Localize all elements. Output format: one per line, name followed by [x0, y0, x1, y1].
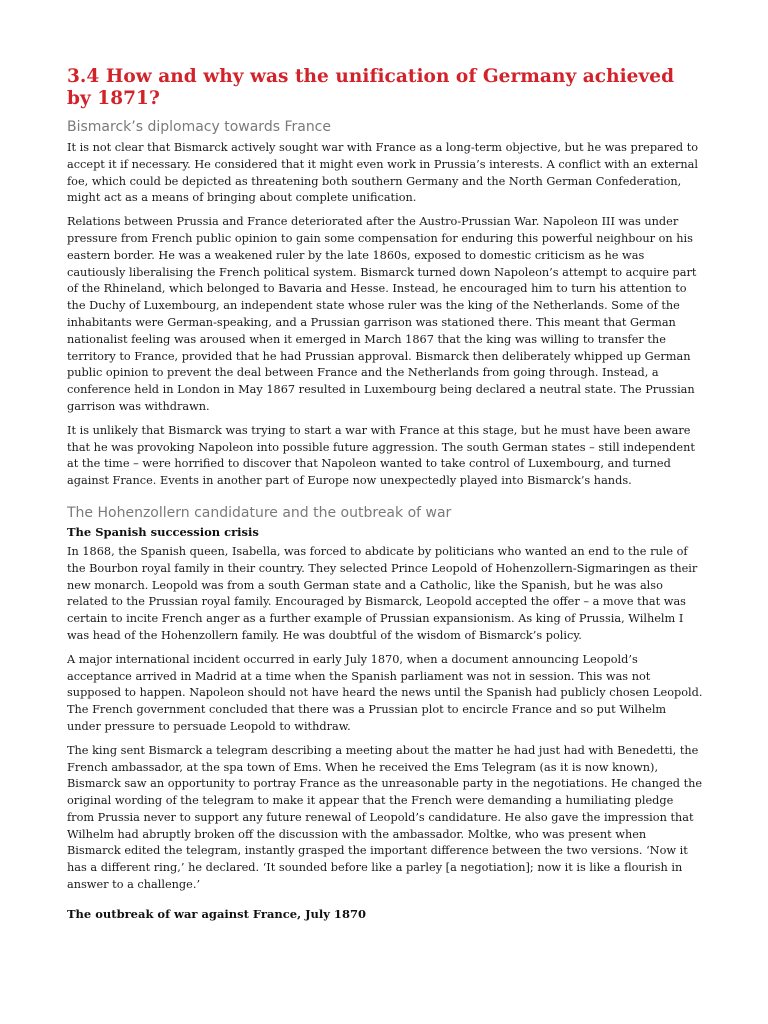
paragraph: The king sent Bismarck a telegram describing a meeting about the matter he had just had with Benedetti, the French ambassador, at the spa town of Ems. When he received the Ems Telegram (as it is now known), Bismarck saw an opportunity to portray France as the unreasonable party in the negotiations. He changed the original wording of the telegram to make it appear that the French were demanding a humiliating pledge from Prussia never to support any future renewal of Leopold’s candidature. He also gave the impression that Wilhelm had abruptly broken off the discussion with the ambassador. Moltke, who was present when Bismarck edited the telegram, instantly grasped the important difference between the two versions. ‘Now it has a different ring,’ he declared. ‘It sounded before like a parley [a negotiation]; now it is like a flourish in answer to a challenge.’ [67, 743, 703, 892]
sub-heading-outbreak-of-war: The outbreak of war against France, July 1870 [67, 906, 366, 921]
document-page [67, 66, 703, 926]
section-heading-hohenzollern: The Hohenzollern candidature and the outbreak of war [67, 504, 452, 521]
paragraph: A major international incident occurred in early July 1870, when a document announcing Leopold’s acceptance arrived in Madrid at a time when the Spanish parliament was not in session. This was not supposed to happen. Napoleon should not have heard the news until the Spanish had publicly chosen Leopold. The French government concluded that there was a Prussian plot to encircle France and so put Wilhelm under pressure to persuade Leopold to withdraw. [67, 652, 703, 733]
paragraph: Relations between Prussia and France deteriorated after the Austro-Prussian War. Napoleon III was under pressure from French public opinion to gain some compensation for enduring this powerful neighbour on his eastern border. He was a weakened ruler by the late 1860s, exposed to domestic criticism as he was cautiously liberalising the French political system. Bismarck turned down Napoleon’s attempt to acquire part of the Rhineland, which belonged to Bavaria and Hesse. Instead, he encouraged him to turn his attention to the Duchy of Luxembourg, an independent state whose ruler was the king of the Netherlands. Some of the inhabitants were German-speaking, and a Prussian garrison was stationed there. This meant that German nationalist feeling was aroused when it emerged in March 1867 that the king was willing to transfer the territory to France, provided that he had Prussian approval. Bismarck then deliberately whipped up German public opinion to prevent the deal between France and the Netherlands from going through. Instead, a conference held in London in May 1867 resulted in Luxembourg being declared a neutral state. The Prussian garrison was withdrawn. [67, 215, 697, 413]
section-heading-diplomacy: Bismarck’s diplomacy towards France [67, 119, 331, 135]
sub-heading-spanish-succession: The Spanish succession crisis [67, 524, 259, 539]
paragraph: In 1868, the Spanish queen, Isabella, was forced to abdicate by politicians who wanted an end to the rule of the Bourbon royal family in their country. They selected Prince Leopold of Hohenzollern-Sigmaringen as their new monarch. Leopold was from a south German state and a Catholic, like the Spanish, but he was also related to the Prussian royal family. Encouraged by Bismarck, Leopold accepted the offer – a move that was certain to incite French anger as a further example of Prussian expansionism. As king of Prussia, Wilhelm I was head of the Hohenzollern family. He was doubtful of the wisdom of Bismarck’s policy. [67, 544, 698, 642]
paragraph: It is not clear that Bismarck actively sought war with France as a long-term objective, but he was prepared to accept it if necessary. He considered that it might even work in Prussia’s interests. A conflict with an external foe, which could be depicted as threatening both southern Germany and the North German Confederation, might act as a means of bringing about complete unification. [67, 141, 699, 205]
page-title: 3.4 How and why was the unification of Germany achieved by 1871? [67, 66, 675, 109]
paragraph: It is unlikely that Bismarck was trying to start a war with France at this stage, but he must have been aware that he was provoking Napoleon into possible future aggression. The south German states – still independent at the time – were horrified to discover that Napoleon wanted to take control of Luxembourg, and turned against France. Events in another part of Europe now unexpectedly played into Bismarck’s hands. [67, 423, 695, 488]
